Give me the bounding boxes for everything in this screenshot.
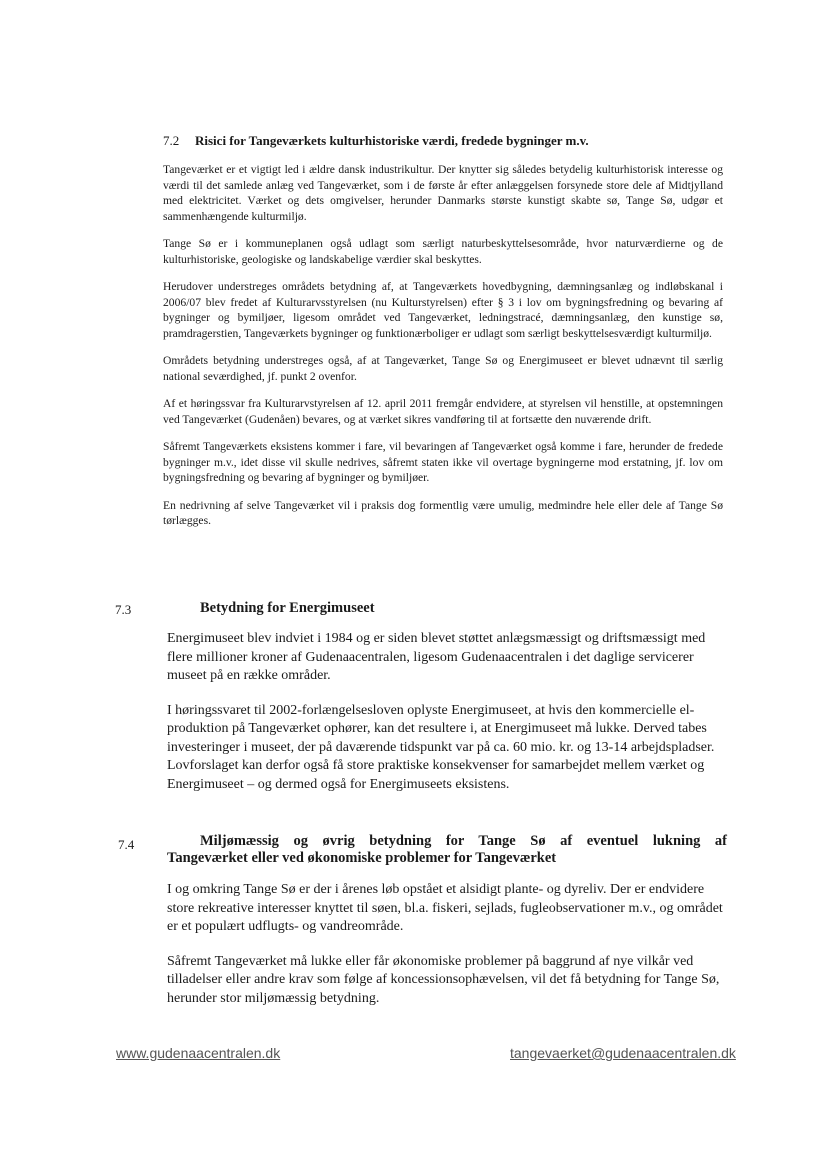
paragraph: I høringssvaret til 2002-forlængelsesloven oplyste Energimuseet, at hvis den kommercielle el-produktion på Tangeværket ophører, kan det resultere i, at Energimuseet må lukke. Derved tabes investeringer i museet, der på daværende tidspunkt var på ca. 60 mio. kr. og 13-14 arbejdspladser. Lovforslaget kan derfor også få store praktiske konsekvenser for samarbejdet mellem værket og Energimuseet – og dermed også for Energimuseets eksistens.: [167, 702, 715, 792]
footer-website-link[interactable]: www.gudenaacentralen.dk: [116, 1045, 281, 1061]
section-7-2-body: [163, 162, 723, 541]
section-7-3-title: Betydning for Energimuseet: [200, 600, 375, 616]
paragraph: I og omkring Tange Sø er der i årenes løb opstået et alsidigt plante- og dyreliv. Der er endvidere store rekreative interesser knyttet til søen, bl.a. fiskeri, sejlads, fugleobservationer m.v., og området er et populært udflugts- og vandreområde.: [167, 882, 723, 934]
paragraph: Af et høringssvar fra Kulturarvstyrelsen af 12. april 2011 fremgår endvidere, at styrelsen vil henstille, at opstemningen ved Tangeværket (Gudenåen) bevares, og at værket sikres vandføring til at fortsætte den nuværende drift.: [163, 397, 723, 426]
paragraph: En nedrivning af selve Tangeværket vil i praksis dog formentlig være umulig, medmindre hele eller dele af Tange Sø tørlægges.: [163, 498, 723, 527]
section-7-2-title: Risici for Tangeværkets kulturhistoriske værdi, fredede bygninger m.v.: [195, 133, 589, 148]
paragraph: Energimuseet blev indviet i 1984 og er siden blevet støttet anlægsmæssigt og driftsmæssigt med flere millioner kroner af Gudenaacentralen, ligesom Gudenaacentralen i det daglige servicerer museet på en række områder.: [167, 631, 706, 683]
paragraph: Tange Sø er i kommuneplanen også udlagt som særligt naturbeskyttelsesområde, hvor naturværdierne og de kulturhistoriske, geologiske og landskabelige værdier skal beskyttes.: [163, 237, 723, 266]
paragraph: Områdets betydning understreges også, af at Tangeværket, Tange Sø og Energimuseet er blevet udnævnt til særlig national seværdighed, jf. punkt 2 ovenfor.: [163, 354, 723, 383]
section-7-4-body: [167, 881, 727, 1024]
section-7-4-title-line1: Miljømæssig og øvrig betydning for Tange Sø af eventuel lukning af: [200, 833, 727, 849]
section-7-3-number: 7.3: [115, 602, 132, 617]
paragraph: Herudover understreges områdets betydning af, at Tangeværkets hovedbygning, dæmningsanlæg og indløbskanal i 2006/07 blev fredet af Kulturarvsstyrelsen (nu Kulturstyrelsen) efter § 3 i lov om bygningsfredning og bevaring af bygninger og bymiljøer, ligesom området ved Tangeværket, ledningstracé, dæmningsanlæg, den kunstige sø, pramdragerstien, Tangeværkets bygninger og funktionærboliger er udlagt som særligt beskyttelsesværdigt kulturmiljø.: [163, 280, 723, 340]
section-7-3-body: [167, 630, 727, 810]
section-7-4-title-line2: Tangeværket eller ved økonomiske problemer for Tangeværket: [167, 850, 557, 866]
paragraph: Såfremt Tangeværkets eksistens kommer i fare, vil bevaringen af Tangeværket også komme i fare, herunder de fredede bygninger m.v., idet disse vil skulle nedrives, såfremt staten ikke vil overtage bygningerne mod erstatning, jf. lov om bygningsfredning og bevaring af bygninger og bymiljøer.: [163, 440, 723, 484]
section-7-2-number: 7.2: [163, 133, 180, 148]
paragraph: Tangeværket er et vigtigt led i ældre dansk industrikultur. Der knytter sig således betydelig kulturhistorisk interesse og værdi til det samlede anlæg ved Tangeværket, som i de første år efter anlæggelsen forsynede store dele af Midtjylland med elektricitet. Værket og dets omgivelser, herunder Danmarks største kunstigt skabte sø, Tange Sø, udgør et sammenhængende kulturmiljø.: [163, 163, 723, 223]
section-7-4-number: 7.4: [118, 837, 135, 852]
footer-email-link[interactable]: tangevaerket@gudenaacentralen.dk: [510, 1045, 736, 1061]
paragraph: Såfremt Tangeværket må lukke eller får økonomiske problemer på baggrund af nye vilkår ved tilladelser eller andre krav som følge af koncessionsophævelsen, vil det få betydning for Tange Sø, herunder stor miljømæssig betydning.: [167, 953, 720, 1006]
section-7-2-heading: [163, 133, 723, 149]
section-7-4-heading: [167, 833, 727, 867]
